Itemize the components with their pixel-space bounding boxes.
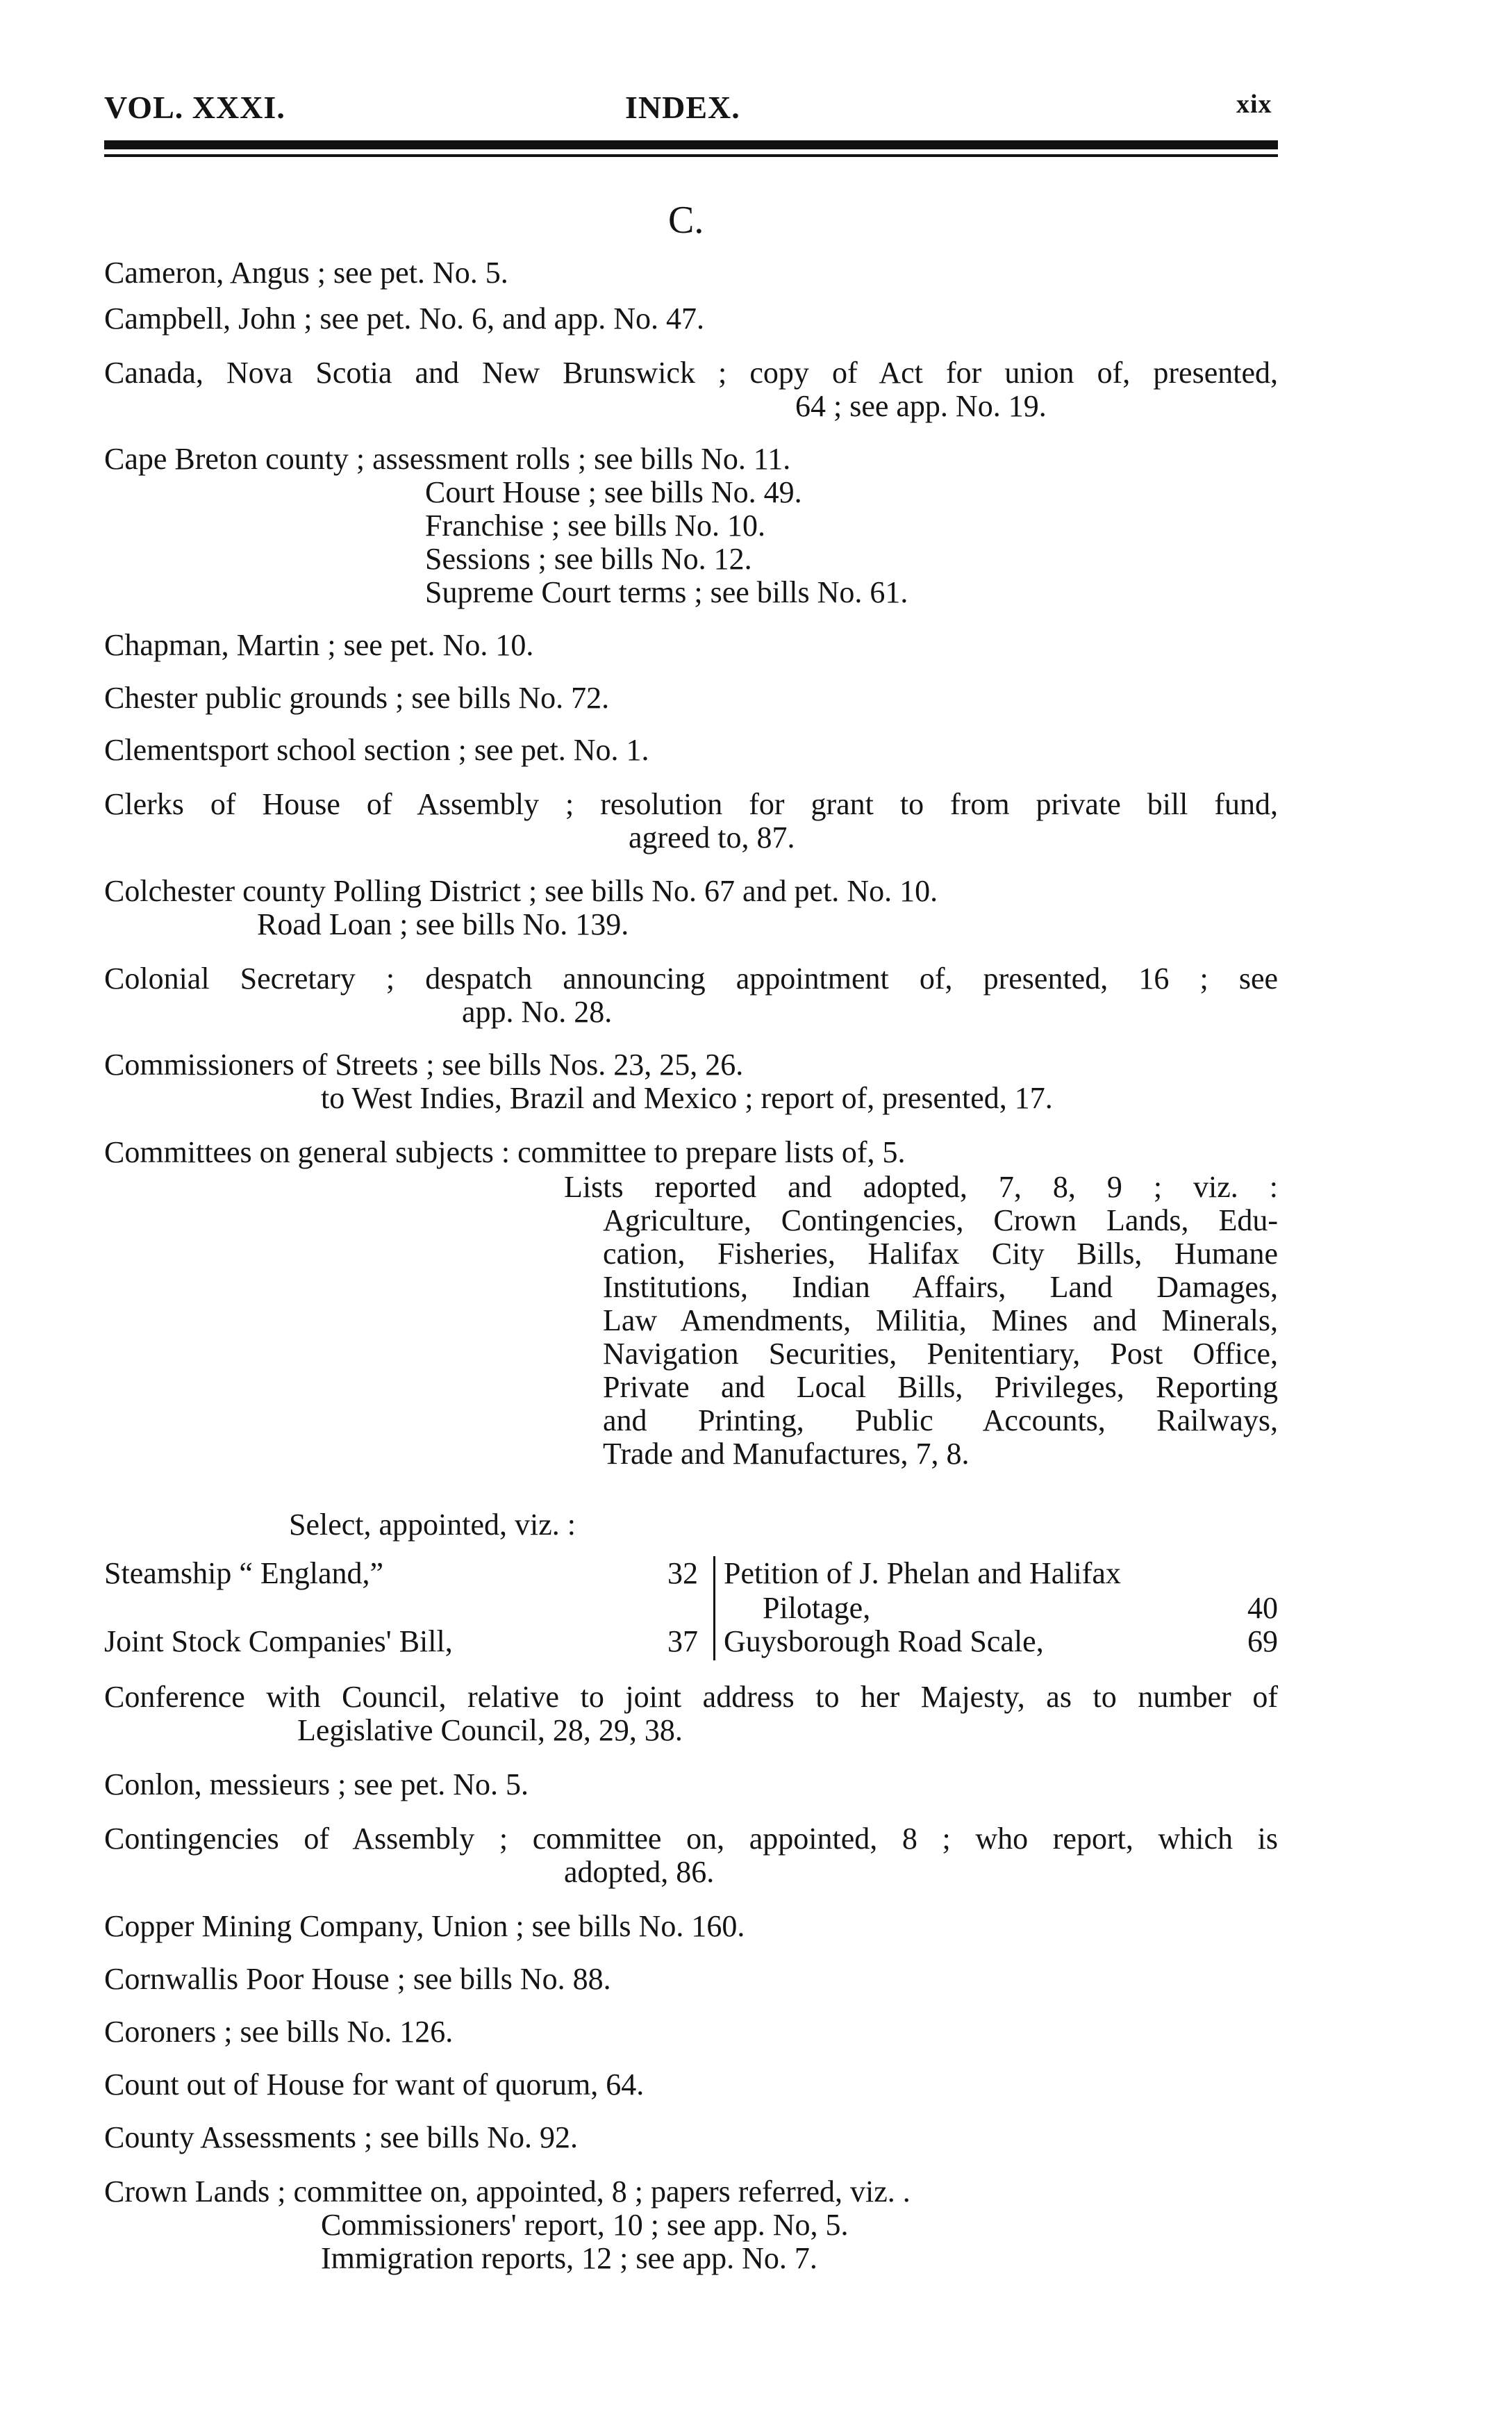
entry-conlon: Conlon, messieurs ; see pet. No. 5. [104, 1767, 529, 1801]
section-letter: C. [668, 199, 704, 242]
entry-chester: Chester public grounds ; see bills No. 72. [104, 681, 610, 715]
entry-coroners: Coroners ; see bills No. 126. [104, 2015, 454, 2049]
entry-clementsport: Clementsport school section ; see pet. No. 1. [104, 733, 649, 767]
entry-conference-cont: Legislative Council, 28, 29, 38. [297, 1713, 683, 1747]
committee-list-line-8: Trade and Manufactures, 7, 8. [603, 1437, 970, 1471]
entry-cape-breton-court-house: Court House ; see bills No. 49. [425, 475, 802, 509]
entry-contingencies: Contingencies of Assembly ; committee on, appointed, 8 ; who report, which is [104, 1822, 1278, 1856]
entry-clerks: Clerks of House of Assembly ; resolution for grant to from private bill fund, [104, 787, 1278, 821]
header-rule-thick [104, 140, 1278, 149]
select-committee-page: 69 [1247, 1624, 1278, 1658]
entry-crown-lands-report: Commissioners' report, 10 ; see app. No, 5. [321, 2208, 849, 2242]
entry-chapman: Chapman, Martin ; see pet. No. 10. [104, 628, 534, 662]
entry-county-assessments: County Assessments ; see bills No. 92. [104, 2120, 579, 2154]
select-committees-heading: Select, appointed, viz. : [289, 1508, 576, 1542]
entry-cape-breton-sessions: Sessions ; see bills No. 12. [425, 542, 752, 576]
entry-cape-breton-supreme-court: Supreme Court terms ; see bills No. 61. [425, 575, 908, 609]
entry-cornwallis: Cornwallis Poor House ; see bills No. 88. [104, 1962, 611, 1996]
entry-crown-lands: Crown Lands ; committee on, appointed, 8 ; papers referred, viz. . [104, 2174, 911, 2209]
entry-committees-lists: Lists reported and adopted, 7, 8, 9 ; viz. : [564, 1170, 1278, 1204]
committee-list-line-1: Agriculture, Contingencies, Crown Lands, Edu- [603, 1203, 1278, 1237]
entry-contingencies-cont: adopted, 86. [564, 1855, 715, 1889]
entry-commissioners-west-indies: to West Indies, Brazil and Mexico ; report of, presented, 17. [321, 1081, 1053, 1115]
page-title: INDEX. [625, 90, 740, 125]
entry-cameron: Cameron, Angus ; see pet. No. 5. [104, 256, 508, 290]
entry-copper-mining: Copper Mining Company, Union ; see bills No. 160. [104, 1909, 745, 1943]
committee-list-line-6: Private and Local Bills, Privileges, Reporting [603, 1370, 1278, 1404]
select-committee-name: Guysborough Road Scale, [724, 1624, 1044, 1658]
entry-committees: Committees on general subjects : committee to prepare lists of, 5. [104, 1135, 906, 1169]
header-rule-thin [104, 154, 1278, 157]
committee-list-line-5: Navigation Securities, Penitentiary, Post Office, [603, 1337, 1278, 1371]
committee-list-line-7: and Printing, Public Accounts, Railways, [603, 1403, 1278, 1437]
entry-colchester-road-loan: Road Loan ; see bills No. 139. [257, 907, 629, 941]
entry-cape-breton: Cape Breton county ; assessment rolls ; see bills No. 11. [104, 442, 791, 476]
select-committee-page: 37 [667, 1624, 698, 1658]
select-committee-page: 32 [667, 1556, 698, 1590]
entry-colonial-secretary-cont: app. No. 28. [462, 995, 613, 1029]
select-committee-page: 40 [1247, 1591, 1278, 1625]
entry-canada: Canada, Nova Scotia and New Brunswick ; copy of Act for union of, presented, [104, 356, 1278, 390]
committee-list-line-4: Law Amendments, Militia, Mines and Minerals, [603, 1303, 1278, 1337]
entry-campbell: Campbell, John ; see pet. No. 6, and app. No. 47. [104, 302, 704, 336]
table-divider [713, 1556, 715, 1660]
committee-list-line-3: Institutions, Indian Affairs, Land Damages, [603, 1270, 1278, 1304]
select-committee-name: Steamship “ England,” [104, 1556, 384, 1590]
entry-colonial-secretary: Colonial Secretary ; despatch announcing appointment of, presented, 16 ; see [104, 961, 1278, 996]
entry-crown-lands-immigration: Immigration reports, 12 ; see app. No. 7. [321, 2241, 817, 2275]
entry-cape-breton-franchise: Franchise ; see bills No. 10. [425, 509, 766, 543]
entry-conference: Conference with Council, relative to joint address to her Majesty, as to number of [104, 1680, 1278, 1714]
entry-count-out: Count out of House for want of quorum, 64. [104, 2067, 645, 2102]
entry-commissioners: Commissioners of Streets ; see bills Nos. 23, 25, 26. [104, 1048, 744, 1082]
entry-canada-cont: 64 ; see app. No. 19. [795, 389, 1047, 423]
committee-list-line-2: cation, Fisheries, Halifax City Bills, Humane [603, 1237, 1278, 1271]
page-number: xix [1236, 90, 1272, 119]
volume-label: VOL. XXXI. [104, 90, 285, 125]
select-committee-name: Joint Stock Companies' Bill, [104, 1624, 453, 1658]
select-committee-name-cont: Pilotage, [763, 1591, 871, 1625]
select-committee-name: Petition of J. Phelan and Halifax [724, 1556, 1121, 1590]
entry-clerks-cont: agreed to, 87. [629, 820, 795, 855]
entry-colchester: Colchester county Polling District ; see bills No. 67 and pet. No. 10. [104, 874, 938, 908]
